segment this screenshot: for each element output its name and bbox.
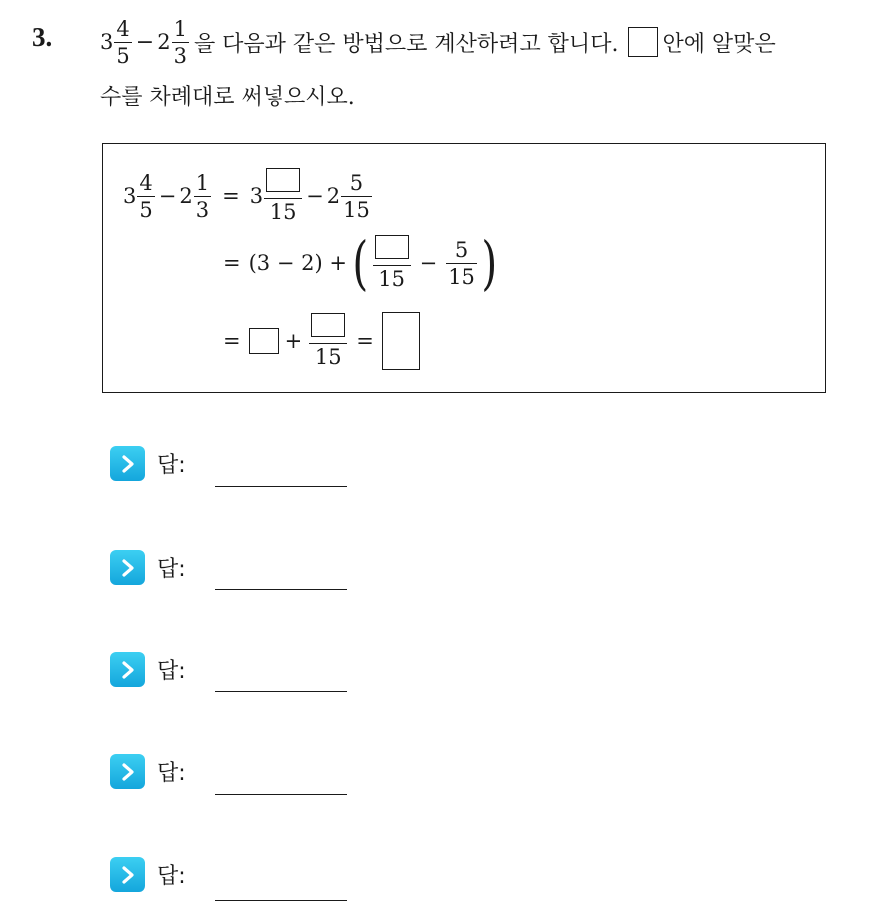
- answer-blank[interactable]: [382, 312, 420, 370]
- fraction-bar: [373, 265, 411, 266]
- grouped-expression: (3 − 2) +: [248, 251, 347, 275]
- equals-sign: =: [223, 251, 241, 275]
- plus-sign: +: [284, 329, 303, 353]
- chevron-right-icon: [110, 652, 145, 687]
- numerator: 1: [195, 170, 210, 195]
- denominator: 15: [314, 345, 342, 369]
- denominator: 15: [448, 264, 475, 289]
- answer-row: [110, 550, 186, 585]
- numerator: 5: [454, 237, 469, 262]
- numerator: 4: [116, 16, 130, 41]
- question-line-2: 수를 차례대로 써넣으시오.: [100, 85, 355, 110]
- calculation-box: [102, 143, 826, 393]
- answer-row: [110, 857, 186, 892]
- fraction-bar: [194, 196, 211, 197]
- minus-sign: −: [135, 29, 155, 55]
- question-number: 3.: [32, 22, 53, 52]
- denominator: 3: [173, 43, 187, 68]
- answer-input-line[interactable]: [215, 794, 347, 795]
- fraction: [446, 238, 477, 289]
- answer-blank[interactable]: [249, 328, 279, 354]
- fraction-bar: [446, 263, 477, 264]
- mixed-whole: 2: [179, 184, 193, 208]
- answer-label: 답:: [157, 659, 186, 684]
- mixed-whole: 2: [326, 184, 341, 208]
- right-paren: ): [481, 229, 498, 297]
- fraction: [309, 313, 347, 369]
- mixed-whole: 3: [123, 184, 137, 208]
- fraction-bar: [137, 196, 154, 197]
- calc-line-3: [223, 312, 420, 370]
- calc-line-2: [223, 229, 501, 297]
- mixed-whole: 3: [249, 184, 264, 208]
- fraction: [137, 171, 154, 222]
- answer-label: 답:: [157, 557, 186, 582]
- numerator: 1: [173, 16, 187, 41]
- fraction-bar: [341, 196, 372, 197]
- fraction: [341, 171, 372, 222]
- answer-input-line[interactable]: [215, 900, 347, 901]
- numerator: 5: [349, 170, 364, 195]
- numerator-blank[interactable]: [309, 313, 347, 342]
- fraction: [264, 168, 302, 224]
- chevron-right-icon: [110, 550, 145, 585]
- mixed-whole: 2: [157, 30, 171, 54]
- numerator: 4: [139, 170, 153, 195]
- fraction-bar: [309, 343, 347, 344]
- calc-line-1: [123, 168, 373, 224]
- denominator: 3: [195, 197, 210, 222]
- left-paren: (: [352, 229, 369, 297]
- equals-sign: =: [356, 329, 374, 353]
- mixed-whole: 3: [100, 30, 114, 54]
- answer-row: [110, 446, 186, 481]
- minus-sign: −: [419, 251, 438, 275]
- fraction-bar: [114, 42, 131, 43]
- denominator: 15: [343, 197, 370, 222]
- denominator: 5: [116, 43, 130, 68]
- question-line-1: [100, 12, 776, 72]
- fraction: [194, 171, 211, 222]
- question-text: 안에 알맞은: [662, 31, 776, 57]
- denominator: 5: [139, 197, 153, 222]
- minus-sign: −: [158, 184, 177, 208]
- answer-input-line[interactable]: [215, 691, 347, 692]
- denominator: 15: [269, 200, 297, 224]
- fraction: [172, 17, 189, 68]
- question-text: 을 다음과 같은 방법으로 계산하려고 합니다.: [193, 31, 619, 57]
- chevron-right-icon: [110, 857, 145, 892]
- blank-box-icon: [628, 27, 658, 57]
- chevron-right-icon: [110, 446, 145, 481]
- equals-sign: =: [222, 184, 240, 208]
- fraction: [373, 235, 411, 291]
- answer-label: 답:: [157, 864, 186, 889]
- answer-row: [110, 652, 186, 687]
- fraction: [114, 17, 131, 68]
- denominator: 15: [378, 267, 405, 291]
- chevron-right-icon: [110, 754, 145, 789]
- fraction-bar: [172, 42, 189, 43]
- numerator-blank[interactable]: [264, 168, 302, 197]
- answer-label: 답:: [157, 761, 186, 786]
- answer-input-line[interactable]: [215, 589, 347, 590]
- answer-input-line[interactable]: [215, 486, 347, 487]
- minus-sign: −: [306, 184, 324, 208]
- fraction-bar: [264, 198, 302, 199]
- numerator-blank[interactable]: [373, 235, 411, 264]
- equals-sign: =: [223, 329, 241, 353]
- answer-label: 답:: [157, 453, 186, 478]
- answer-row: [110, 754, 186, 789]
